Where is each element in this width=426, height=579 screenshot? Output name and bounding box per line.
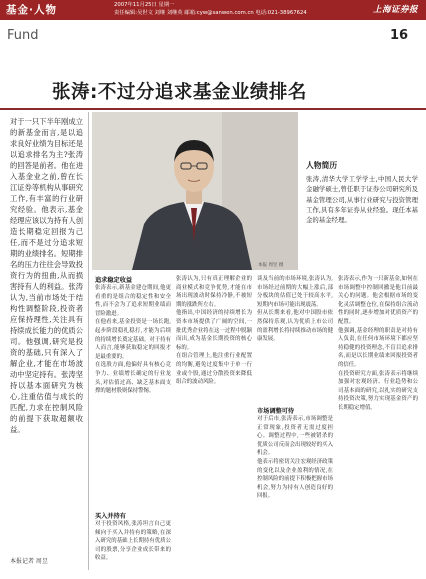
masthead-meta (114, 1, 307, 18)
profile-box (306, 160, 420, 270)
lead-paragraph: 对于一只下半年刚成立的新基金而言,是以追求良好业绩为目标还是以追求排名为主?张涛的回答是前者。他在进入基金业之前,曾在长江证券等机构从事研究工作,有丰富的行业研究经验。他表示,基金经理应该以为持有人创造长期稳定回报为己任,而不是过分追求短期的业绩排名。短期排名的压力往往会导致投资行为的扭曲,从而损害持有人的利益。张涛认为,当前市场处于结构性调整阶段,投资者应保持理性,关注具有持续成长能力的优质公司。他强调,研究是投资的基础,只有深入了解企业,才能在市场波动中坚定持有。张涛坚持以基本面研究为核心,注重估值与成长的匹配,力求在控制风险的前提下获取超额收益。 (10, 117, 83, 434)
body-paragraph: 张涛表示,新基金建仓期间,他更看重的是组合的稳定性和安全性,而不会为了追求短期业绩而冒险激进。 (95, 285, 171, 317)
headline-rule (0, 108, 426, 110)
body-paragraph: 在他看来,基金投资是一场长跑,起步阶段稳扎稳打,才能为后续的持续增长奠定基础。对于持有人而言,能够获取稳定的回报才是最重要的。 (95, 319, 171, 360)
body-paragraph: 他表示将密切关注宏观经济政策的变化以及企业盈利的情况,在控制风险的前提下积极把握市场机会,努力为持有人创造良好的回报。 (257, 458, 333, 500)
body-paragraph: 在选股方面,他偏好具有核心竞争力、业绩增长确定的行业龙头,对估值过高、缺乏基本面支撑的题材股则保持警惕。 (95, 362, 171, 395)
body-paragraph: 谈及当前的市场环境,张涛认为,市场经过前期的大幅上涨后,部分板块的估值已处于较高水平,短期内市场可能出现震荡。 (257, 276, 333, 308)
portrait-photo (92, 112, 298, 270)
body-column-3 (257, 275, 333, 405)
subhead-buy-and-hold: 买入并持有 (95, 513, 126, 520)
photo-credit: 本报 周昱 摄 (258, 263, 284, 268)
body-paragraph: 他指出,中国经济的持续增长为资本市场提供了广阔的空间,一批优秀企业将在这一过程中脱颖而出,成为基金长期投资的核心标的。 (176, 310, 252, 351)
body-column-2 (176, 275, 252, 572)
body-paragraph: 对于投资风格,张涛坦言自己更倾向于买入并持有的策略,在深入研究的基础上长期持有优质公司的股票,分享企业成长带来的收益。 (95, 521, 171, 562)
page-number: 16 (390, 28, 409, 43)
section-label-fund: Fund (7, 28, 39, 43)
body-paragraph: 他强调,基金经理的职责是对持有人负责,在任何市场环境下都应坚持稳健的投资理念,不盲目追求排名,而是以长期业绩来回报投资者的信任。 (338, 327, 418, 368)
body-paragraph: 在组合管理上,他注重行业配置的均衡,避免过度集中于单一行业或个股,通过分散投资来降低组合的波动风险。 (176, 353, 252, 386)
newspaper-name: 上海证券报 (372, 5, 418, 15)
masthead-bar (0, 0, 426, 20)
body-column-4 (338, 275, 418, 572)
body-paragraph: 张涛认为,只有真正理解企业的商业模式和竞争优势,才能在市场出现波动时保持冷静,不被短期的涨跌所左右。 (176, 276, 252, 308)
byline: 本报记者 周昱 (10, 558, 48, 565)
body-paragraph: 在投资研究方面,张涛表示将继续加强对宏观经济、行业趋势和公司基本面的研究,以扎实的研究支持投资决策,努力实现基金资产的长期稳定增值。 (338, 370, 418, 411)
body-paragraph: 张涛表示,作为一只新基金,如何在市场调整中控制回撤是他目前最关心的问题。他会根据市场的变化灵活调整仓位,在保持组合流动性的同时,逐步增加对优质资产的配置。 (338, 276, 418, 325)
subhead-stable-returns: 追求稳定收益 (95, 277, 133, 284)
body-paragraph: 对于后市,张涛表示,市场调整是正常现象,投资者无需过度担心。调整过程中,一些被错杀的优质公司反而会出现较好的买入机会。 (257, 416, 333, 457)
subhead-market-adjustment: 市场调整可待 (257, 408, 295, 415)
issue-date: 2007年11月25日 星期一 (114, 2, 175, 8)
editor-contact: 责任编辑:吴世文 刘继 刘继英 邮箱:cyw@sanwen.com.cn 电话:021-38967624 (114, 10, 307, 17)
profile-title: 人物简历 (306, 161, 338, 170)
body-column-1 (95, 284, 171, 509)
section-title: 基金·人物 (6, 4, 57, 16)
body-column-3b (257, 415, 333, 572)
body-column-1b (95, 520, 171, 572)
body-paragraph: 但从长期来看,他对中国股市依然保持乐观,认为优质上市公司的盈利增长将持续推动市场的健康发展。 (257, 310, 333, 343)
portrait-illustration (92, 112, 298, 270)
headline: 张涛:不过分追求基金业绩排名 (52, 82, 307, 103)
column-divider (88, 112, 89, 570)
profile-text: 张涛,清华大学工学学士,中国人民大学金融学硕士,曾任职于证券公司研究所及基金管理公司,从事行业研究与投资管理工作,具有多年证券从业经验。现任本基金的基金经理。 (306, 175, 418, 225)
